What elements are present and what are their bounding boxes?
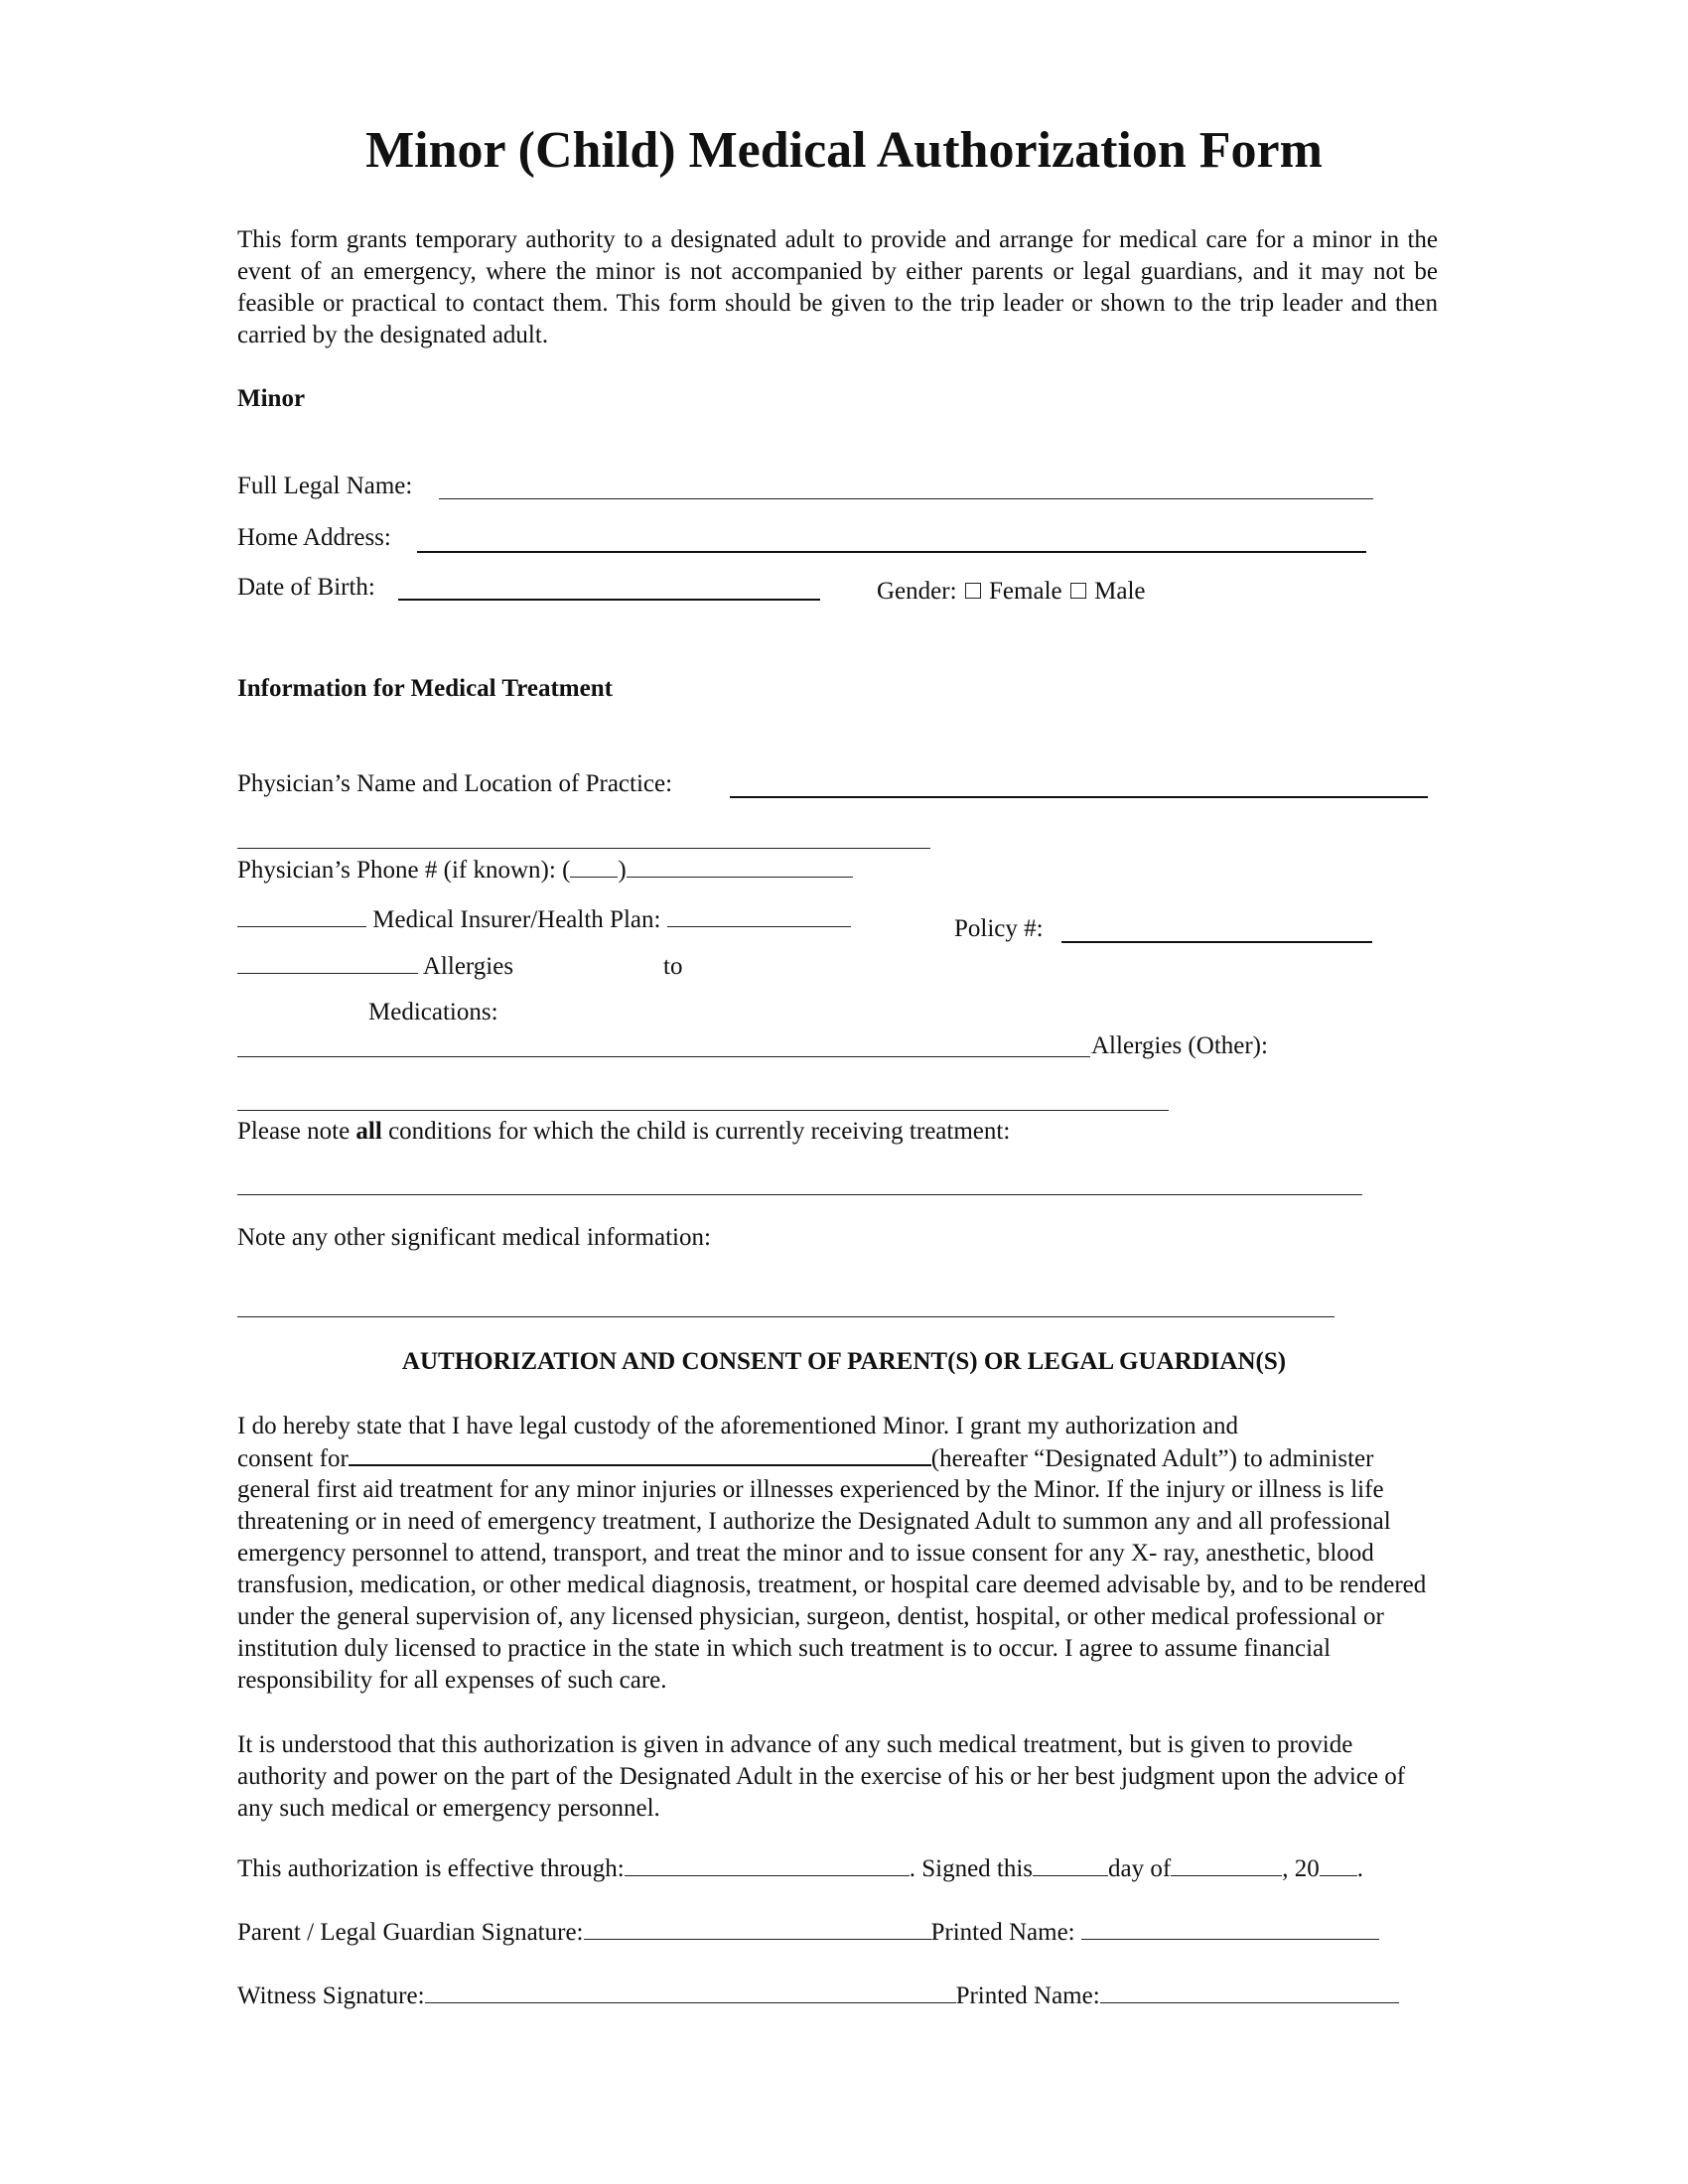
physician-name-label: Physician’s Name and Location of Practice: [237,770,673,797]
area-code-field[interactable] [570,855,618,878]
insurer-label: Medical Insurer/Health Plan: [372,906,661,933]
allergies-label: Allergies [422,953,514,980]
consent-for-row [237,1442,1373,1475]
conditions-label-post: conditions for which the child is currently receiving treatment: [381,1118,1011,1145]
gender-label: Gender: [877,578,957,605]
phone-paren: ) [618,857,627,884]
physician-phone-label: Physician’s Phone # (if known): ( [237,857,571,884]
full-legal-name-field[interactable] [439,498,1373,499]
day-of-label: day of [1108,1855,1172,1882]
physician-phone-row [237,855,853,887]
dob-label: Date of Birth: [237,574,375,601]
parent-printed-name-label: Printed Name: [930,1919,1081,1946]
dob-field[interactable] [398,599,820,601]
gender-group [877,576,1146,608]
allergies-other-field[interactable] [237,1110,1169,1111]
physician-name-field[interactable] [730,796,1428,798]
consent-for-label: consent for [237,1445,349,1472]
female-label: Female [989,578,1062,605]
form-title: Minor (Child) Medical Authorization Form [365,122,1323,179]
conditions-label-pre: Please note [237,1118,356,1145]
home-address-label: Home Address: [237,524,391,551]
allergies-other-label: Allergies (Other): [1091,1032,1268,1059]
year-prefix: , 20 [1282,1855,1320,1882]
to-label: to [663,953,683,980]
insurer-field[interactable] [667,904,851,927]
other-info-label: Note any other significant medical information: [237,1224,711,1251]
signed-day-field[interactable] [1033,1853,1108,1876]
phone-number-field[interactable] [627,855,853,878]
effective-date-field[interactable] [625,1853,910,1876]
effective-label: This authorization is effective through: [237,1855,625,1882]
parent-signature-label: Parent / Legal Guardian Signature: [237,1919,584,1946]
witness-printed-name-field[interactable] [1100,1980,1399,2003]
parent-signature-field[interactable] [584,1917,931,1940]
conditions-label [237,1116,1010,1148]
male-label: Male [1094,578,1146,605]
other-info-field[interactable] [237,1316,1335,1317]
insurer-row [237,904,851,936]
effective-row [237,1853,1363,1885]
consent-heading: AUTHORIZATION AND CONSENT OF PARENT(S) OR LEGAL GUARDIAN(S) [401,1348,1287,1375]
medical-heading: Information for Medical Treatment [237,675,613,702]
parent-printed-name-field[interactable] [1081,1917,1379,1940]
parent-signature-row [237,1917,1379,1949]
hereafter-label: (hereafter “Designated Adult”) to administer [930,1445,1374,1472]
consent-paragraph-1: general first aid treatment for any minor injuries or illnesses experienced by the Minor. If the injury or illness is life threatening or in need of emergency treatment, I authorize the Designated Adult to summon any and all professional emergency personnel to attend, transport, and treat the minor and to issue consent for any X- ray, anesthetic, blood transfusion, medication, or other medical diagnosis, treatment, or hospital care deemed advisable by, and to be rendered under the general supervision of, any licensed physician, surgeon, dentist, hospital, or other medical professional or institution duly licensed to practice in the state in which such treatment is to occur. I agree to assume financial responsibility for all expenses of such care. [237,1476,1427,1694]
witness-printed-name-label: Printed Name: [955,1982,1100,2009]
year-suffix: . [1356,1855,1363,1882]
insurer-prefix-field[interactable] [237,904,366,927]
allergies-prefix-field[interactable] [237,951,418,974]
full-legal-name-label: Full Legal Name: [237,473,413,499]
signed-year-field[interactable] [1320,1853,1357,1876]
signed-month-field[interactable] [1171,1853,1282,1876]
conditions-label-bold: all [355,1118,382,1145]
female-checkbox[interactable] [965,583,981,599]
consent-line-1: I do hereby state that I have legal custody of the aforementioned Minor. I grant my authorization and [237,1413,1239,1439]
policy-field[interactable] [1061,941,1372,943]
intro-paragraph: This form grants temporary authority to a designated adult to provide and arrange for medical care for a minor in the event of an emergency, where the minor is not accompanied by either parents or legal guardians, and it may not be feasible or practical to contact them. This form should be given to the trip leader or shown to the trip leader and then carried by the designated adult. [237,226,1438,348]
allergies-row [237,951,513,983]
male-checkbox[interactable] [1070,583,1086,599]
witness-signature-field[interactable] [425,1980,956,2003]
minor-heading: Minor [237,385,306,412]
consent-paragraph-2: It is understood that this authorization is given in advance of any such medical treatment, but is given to provide authority and power on the part of the Designated Adult in the exercise of his or her best judgment upon the advice of any such medical or emergency personnel. [237,1731,1406,1822]
medications-field[interactable] [237,1056,1090,1057]
witness-signature-row [237,1980,1399,2012]
designated-adult-field[interactable] [349,1442,931,1466]
physician-location-field[interactable] [237,848,930,849]
medications-label: Medications: [368,999,498,1025]
conditions-field[interactable] [237,1194,1362,1195]
witness-signature-label: Witness Signature: [237,1982,425,2009]
policy-label: Policy #: [954,915,1044,942]
signed-this-label: . Signed this [909,1855,1034,1882]
home-address-field[interactable] [417,551,1366,553]
